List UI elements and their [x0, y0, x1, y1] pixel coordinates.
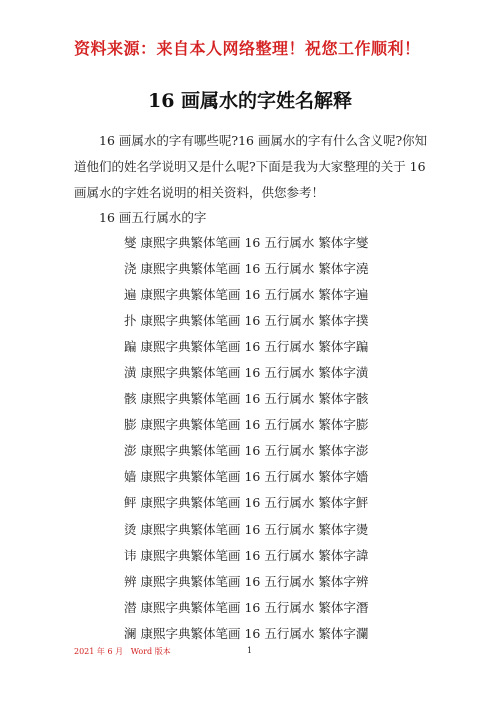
list-item	[124, 521, 368, 547]
list-item	[124, 338, 368, 364]
entry-char: 鲆	[124, 495, 137, 511]
entry-desc: 康熙字典繁体笔画 16 五行属水 繁体字燮	[140, 235, 369, 250]
page-number: 1	[247, 646, 253, 655]
entry-desc: 康熙字典繁体笔画 16 五行属水 繁体字鮃	[140, 495, 369, 511]
entry-desc: 康熙字典繁体笔画 16 五行属水 繁体字遍	[140, 287, 369, 303]
entry-desc: 康熙字典繁体笔画 16 五行属水 繁体字辨	[140, 573, 369, 589]
entry-desc: 康熙字典繁体笔画 16 五行属水 繁体字嬙	[140, 469, 369, 485]
character-list	[124, 234, 368, 651]
entry-char: 骸	[124, 391, 137, 407]
entry-desc: 康熙字典繁体笔画 16 五行属水 繁体字燙	[140, 521, 369, 537]
entry-desc: 康熙字典繁体笔画 16 五行属水 繁体字澎	[140, 443, 369, 459]
source-banner: 资料来源：来自本人网络整理！祝您工作顺利！	[74, 39, 421, 58]
list-item	[124, 442, 368, 468]
list-item	[124, 364, 368, 390]
footer-meta	[74, 646, 171, 657]
list-item	[124, 234, 368, 260]
entry-char: 扑	[124, 313, 137, 329]
entry-char: 讳	[124, 547, 137, 563]
entry-desc: 康熙字典繁体笔画 16 五行属水 繁体字澆	[140, 261, 369, 277]
entry-char: 澎	[124, 443, 137, 459]
footer-date: 2021 年 6 月	[74, 647, 124, 656]
entry-char: 辨	[124, 573, 137, 589]
list-item	[124, 416, 368, 442]
entry-desc: 康熙字典繁体笔画 16 五行属水 繁体字諱	[140, 547, 369, 563]
entry-char: 燮	[124, 235, 137, 250]
entry-char: 烫	[124, 521, 137, 537]
entry-char: 遍	[124, 287, 137, 303]
list-item	[124, 286, 368, 312]
list-item	[124, 468, 368, 494]
list-item	[124, 494, 368, 520]
entry-desc: 康熙字典繁体笔画 16 五行属水 繁体字潢	[140, 365, 369, 381]
entry-desc: 康熙字典繁体笔画 16 五行属水 繁体字膨	[140, 417, 369, 433]
entry-desc: 康熙字典繁体笔画 16 五行属水 繁体字瀾	[140, 625, 369, 641]
entry-char: 嫱	[124, 469, 137, 485]
list-item	[124, 312, 368, 338]
entry-desc: 康熙字典繁体笔画 16 五行属水 繁体字骸	[140, 391, 369, 407]
entry-char: 蹁	[124, 339, 137, 355]
entry-char: 膨	[124, 417, 137, 433]
list-item	[124, 390, 368, 416]
entry-char: 潜	[124, 599, 137, 615]
entry-desc: 康熙字典繁体笔画 16 五行属水 繁体字潛	[140, 599, 369, 615]
entry-desc: 康熙字典繁体笔画 16 五行属水 繁体字撲	[140, 313, 369, 329]
section-heading: 16 画五行属水的字	[99, 210, 207, 225]
entry-char: 澜	[124, 625, 137, 641]
list-item	[124, 547, 368, 573]
intro-paragraph: 16 画属水的字有哪些呢?16 画属水的字有什么含义呢?你知道他们的姓名学说明又是什么呢?下面是我为大家整理的关于 16 画属水的字姓名说明的相关资料，供您参考！	[74, 133, 428, 200]
footer-version: Word 版本	[130, 647, 171, 656]
entry-desc: 康熙字典繁体笔画 16 五行属水 繁体字蹁	[140, 339, 369, 355]
entry-char: 潢	[124, 365, 137, 381]
list-item	[124, 260, 368, 286]
page-title: 16 画属水的字姓名解释	[147, 90, 353, 112]
entry-char: 浇	[124, 261, 137, 277]
list-item	[124, 599, 368, 625]
list-item	[124, 573, 368, 599]
